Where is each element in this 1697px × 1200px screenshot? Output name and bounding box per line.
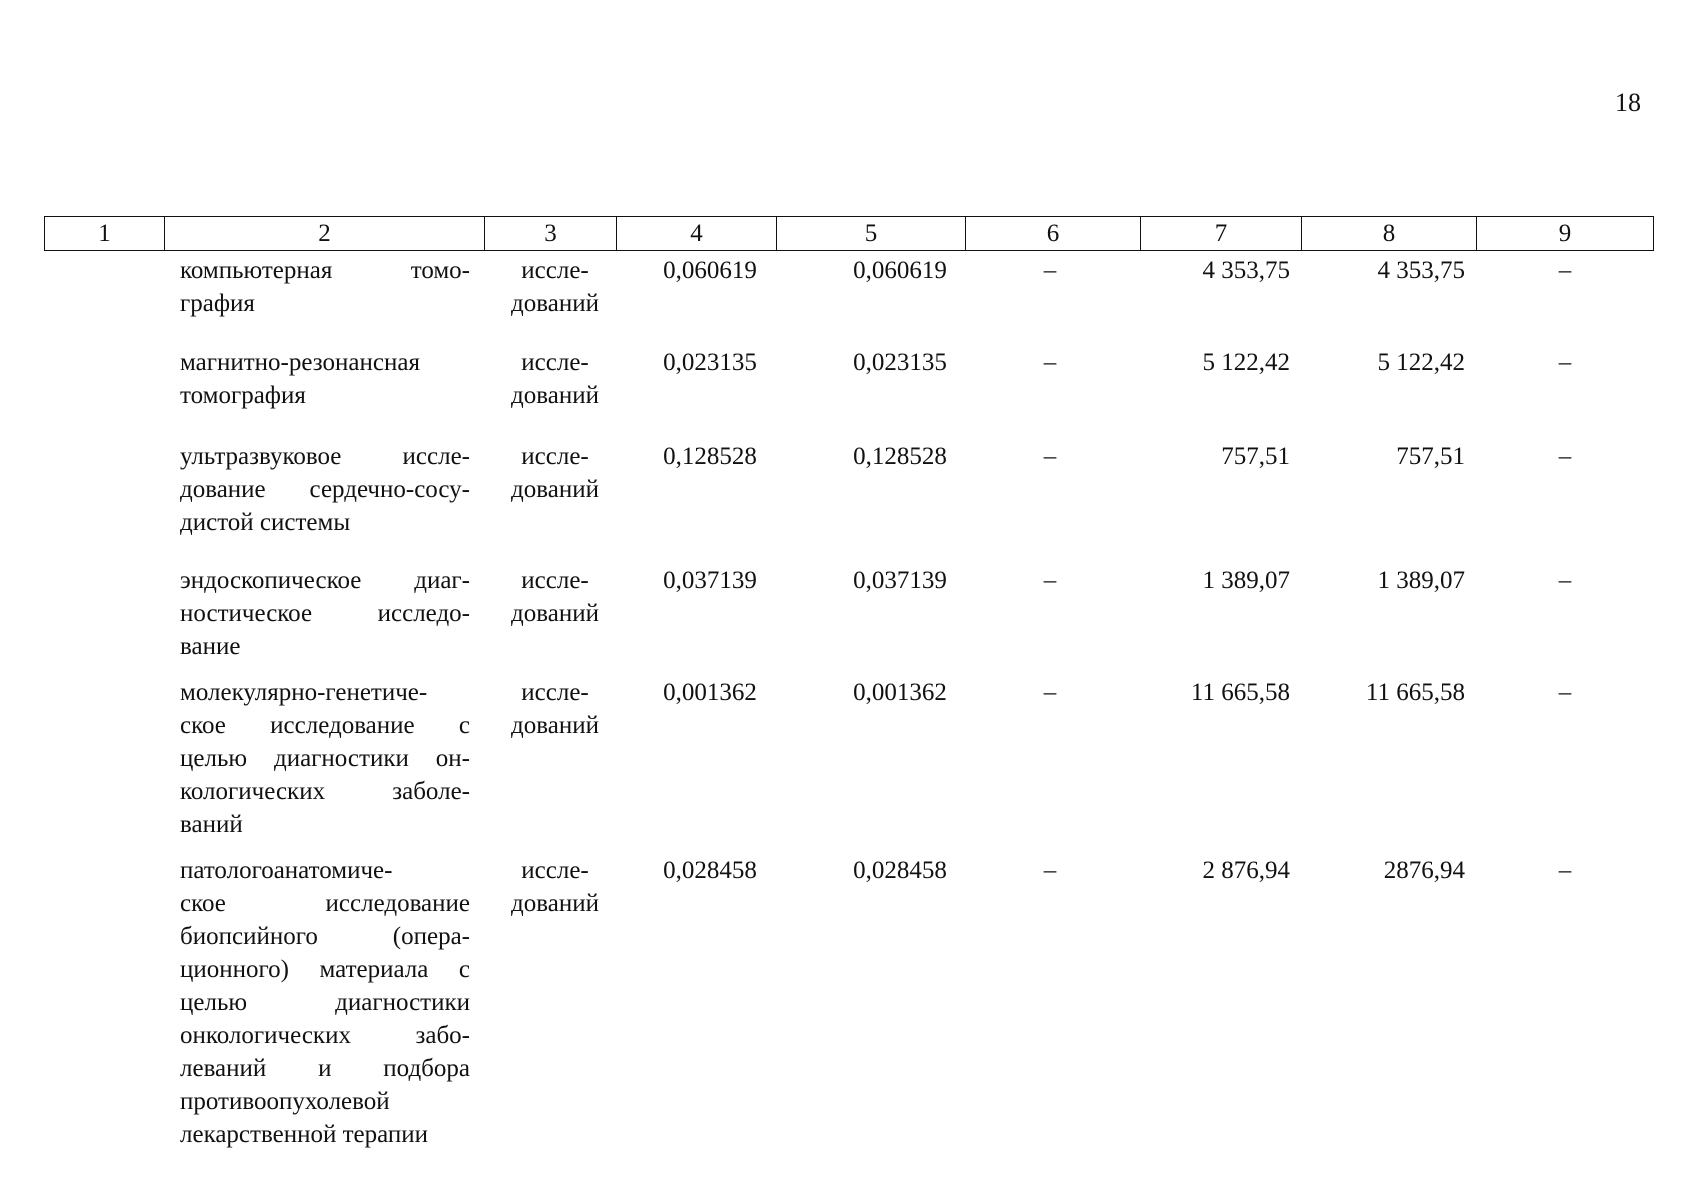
header-col-6: 6: [966, 217, 1141, 251]
col-8-value: 1 389,07: [1377, 567, 1465, 594]
col-4-value: 0,128528: [663, 443, 757, 470]
col-4-value: 0,060619: [663, 257, 757, 284]
col-6-value: –: [1043, 857, 1057, 884]
col-6-value: –: [1043, 567, 1057, 594]
col-8-value: 757,51: [1396, 443, 1465, 470]
unit-line: дований: [511, 600, 599, 627]
service-name-line: вание: [180, 633, 241, 660]
service-name-line: ультразвуковое иссле-: [180, 443, 470, 470]
col-6-value: –: [1043, 679, 1057, 706]
service-name: [180, 564, 470, 663]
service-name: [180, 854, 470, 1151]
col-9-value: –: [1558, 257, 1572, 284]
col-4-value: 0,001362: [663, 679, 757, 706]
service-name-line: биопсийного (опера-: [180, 923, 470, 950]
unit: [500, 854, 610, 920]
service-name-line: противоопухолевой: [180, 1088, 390, 1115]
col-9-value: –: [1558, 857, 1572, 884]
unit-line: иссле-: [521, 679, 589, 706]
unit-line: дований: [511, 382, 599, 409]
unit: [500, 676, 610, 742]
col-9-value: –: [1558, 567, 1572, 594]
header-col-5: 5: [777, 217, 966, 251]
service-name: [180, 440, 470, 539]
col-7-value: 4 353,75: [1202, 257, 1290, 284]
col-9-value: –: [1558, 679, 1572, 706]
col-5-value: 0,060619: [853, 257, 947, 284]
col-6-value: –: [1043, 443, 1057, 470]
unit-line: иссле-: [521, 257, 589, 284]
service-name-line: молекулярно-генетиче-: [180, 679, 428, 706]
service-name: [180, 254, 470, 320]
col-7-value: 11 665,58: [1190, 679, 1290, 706]
col-8-value: 2876,94: [1383, 857, 1465, 884]
unit: [500, 440, 610, 506]
col-5-value: 0,023135: [853, 349, 947, 376]
header-col-3: 3: [485, 217, 617, 251]
page-number: 18: [1615, 88, 1641, 117]
header-col-4: 4: [617, 217, 777, 251]
col-5-value: 0,028458: [853, 857, 947, 884]
service-name-line: дистой системы: [180, 509, 351, 536]
unit-line: иссле-: [521, 857, 589, 884]
col-7-value: 5 122,42: [1202, 349, 1290, 376]
service-name-line: онкологических забо-: [180, 1022, 470, 1049]
service-name-line: кологических заболе-: [180, 778, 470, 805]
header-col-9: 9: [1477, 217, 1654, 251]
col-4-value: 0,037139: [663, 567, 757, 594]
header-col-7: 7: [1141, 217, 1302, 251]
service-name-line: леваний и подбора: [180, 1055, 470, 1082]
unit: [500, 254, 610, 320]
unit-line: иссле-: [521, 443, 589, 470]
col-4-value: 0,023135: [663, 349, 757, 376]
service-name-line: магнитно-резонансная: [180, 349, 420, 376]
header-col-8: 8: [1302, 217, 1477, 251]
header-row: [45, 217, 1654, 251]
col-6-value: –: [1043, 257, 1057, 284]
col-8-value: 5 122,42: [1377, 349, 1465, 376]
service-name-line: ское исследование с: [180, 712, 470, 739]
service-name-line: лекарственной терапии: [180, 1121, 429, 1148]
col-7-value: 2 876,94: [1202, 857, 1290, 884]
col-5-value: 0,128528: [853, 443, 947, 470]
unit-line: дований: [511, 476, 599, 503]
unit: [500, 564, 610, 630]
col-8-value: 11 665,58: [1365, 679, 1465, 706]
col-7-value: 757,51: [1221, 443, 1290, 470]
service-name-line: ностическое исследо-: [180, 600, 470, 627]
unit: [500, 346, 610, 412]
col-7-value: 1 389,07: [1202, 567, 1290, 594]
header-col-2: 2: [165, 217, 485, 251]
service-name-line: патологоанатомиче-: [180, 857, 393, 884]
column-number-header: [44, 216, 1654, 251]
unit-line: иссле-: [521, 567, 589, 594]
service-name-line: целью диагностики он-: [180, 745, 470, 772]
col-9-value: –: [1558, 349, 1572, 376]
service-name-line: ционного) материала с: [180, 956, 470, 983]
unit-line: иссле-: [521, 349, 589, 376]
service-name: [180, 346, 470, 412]
service-name-line: графия: [180, 290, 255, 317]
service-name: [180, 676, 470, 841]
col-4-value: 0,028458: [663, 857, 757, 884]
col-9-value: –: [1558, 443, 1572, 470]
service-name-line: ваний: [180, 811, 243, 838]
service-name-line: томография: [180, 382, 306, 409]
service-name-line: дование сердечно-сосу-: [180, 476, 470, 503]
header-col-1: 1: [45, 217, 165, 251]
unit-line: дований: [511, 290, 599, 317]
service-name-line: компьютерная томо-: [180, 257, 470, 284]
col-8-value: 4 353,75: [1377, 257, 1465, 284]
unit-line: дований: [511, 712, 599, 739]
col-6-value: –: [1043, 349, 1057, 376]
service-name-line: эндоскопическое диаг-: [180, 567, 470, 594]
col-5-value: 0,001362: [853, 679, 947, 706]
service-name-line: целью диагностики: [180, 989, 470, 1016]
col-5-value: 0,037139: [853, 567, 947, 594]
service-name-line: ское исследование: [180, 890, 470, 917]
unit-line: дований: [511, 890, 599, 917]
